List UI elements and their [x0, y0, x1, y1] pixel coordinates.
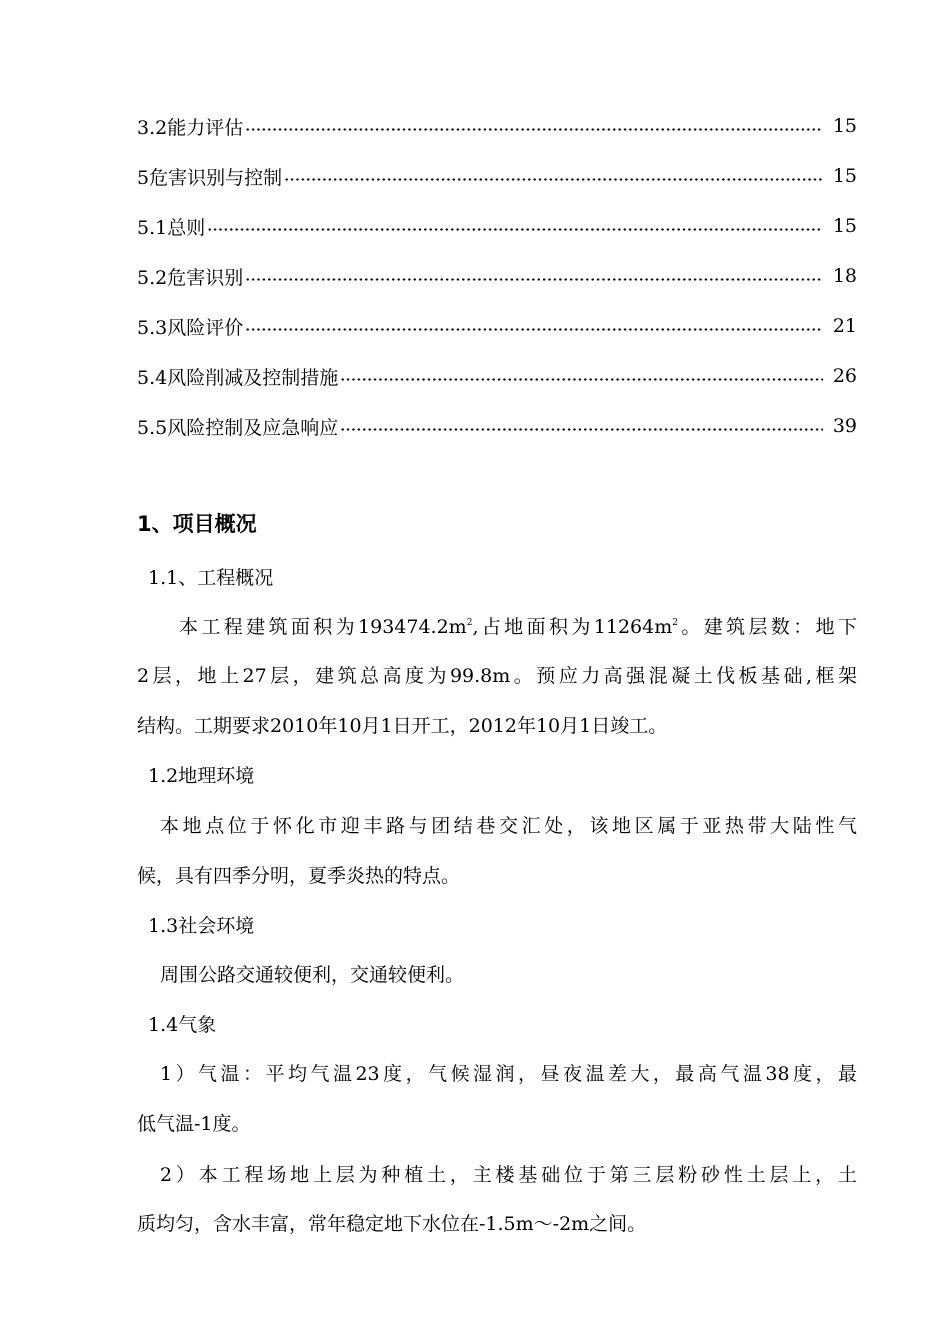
toc-entry[interactable]: [137, 361, 857, 391]
toc-page-number: 26: [832, 365, 857, 387]
toc-entry[interactable]: [137, 261, 857, 291]
toc-page-number: 15: [832, 215, 857, 237]
toc-label: 5.3风险评价: [137, 316, 244, 339]
toc-entry[interactable]: [137, 111, 857, 141]
paragraph-line: 周围公路交通较便利，交通较便利。: [160, 964, 465, 986]
toc-page-number: 18: [832, 265, 857, 287]
section-heading: 1、项目概况: [137, 512, 257, 536]
toc-leader-dots: [284, 178, 823, 181]
list-item-line: 质均匀，含水丰富，常年稳定地下水位在-1.5m～-2m之间。: [137, 1213, 647, 1235]
list-item-line: 1）气温：平均气温23度，气候湿润，昼夜温差大，最高气温38度，最: [160, 1063, 857, 1085]
toc-leader-dots: [207, 228, 823, 231]
toc-label: 3.2能力评估: [137, 116, 244, 139]
toc-entry[interactable]: [137, 211, 857, 241]
paragraph-line: 2层，地上27层，建筑总高度为99.8m。预应力高强混凝土伐板基础,框架: [137, 665, 857, 687]
toc-entry[interactable]: [137, 311, 857, 341]
subsection-heading: 1.1、工程概况: [148, 567, 274, 589]
list-item-line: 2）本工程场地上层为种植土，主楼基础位于第三层粉砂性土层上，土: [160, 1164, 857, 1186]
toc-page-number: 39: [832, 415, 857, 437]
toc-page-number: 15: [832, 115, 857, 137]
toc-page-number: 21: [832, 315, 857, 337]
toc-label: 5危害识别与控制: [137, 166, 283, 189]
toc-leader-dots: [245, 128, 823, 131]
list-item-line: 低气温-1度。: [137, 1113, 251, 1135]
toc-leader-dots: [340, 378, 823, 381]
paragraph-line: 结构。工期要求2010年10月1日开工，2012年10月1日竣工。: [137, 715, 668, 737]
subsection-heading: 1.3社会环境: [148, 915, 255, 937]
toc-label: 5.2危害识别: [137, 266, 244, 289]
toc-leader-dots: [245, 278, 823, 281]
paragraph-line: 本地点位于怀化市迎丰路与团结巷交汇处，该地区属于亚热带大陆性气: [160, 815, 857, 837]
toc-label: 5.4风险削减及控制措施: [137, 366, 339, 389]
toc-label: 5.5风险控制及应急响应: [137, 416, 339, 439]
toc-leader-dots: [340, 428, 823, 431]
toc-page-number: 15: [832, 165, 857, 187]
paragraph-line: 候，具有四季分明，夏季炎热的特点。: [137, 865, 461, 887]
paragraph-line: 本工程建筑面积为$193474.2m^2$,占地面积为$11264m^2$。建筑层数：地下: [179, 616, 857, 638]
toc-entry[interactable]: [137, 411, 857, 441]
subsection-heading: 1.2地理环境: [148, 765, 255, 787]
toc-label: 5.1总则: [137, 216, 206, 239]
subsection-heading: 1.4气象: [148, 1014, 217, 1036]
toc-entry[interactable]: [137, 161, 857, 191]
toc-leader-dots: [245, 328, 823, 331]
